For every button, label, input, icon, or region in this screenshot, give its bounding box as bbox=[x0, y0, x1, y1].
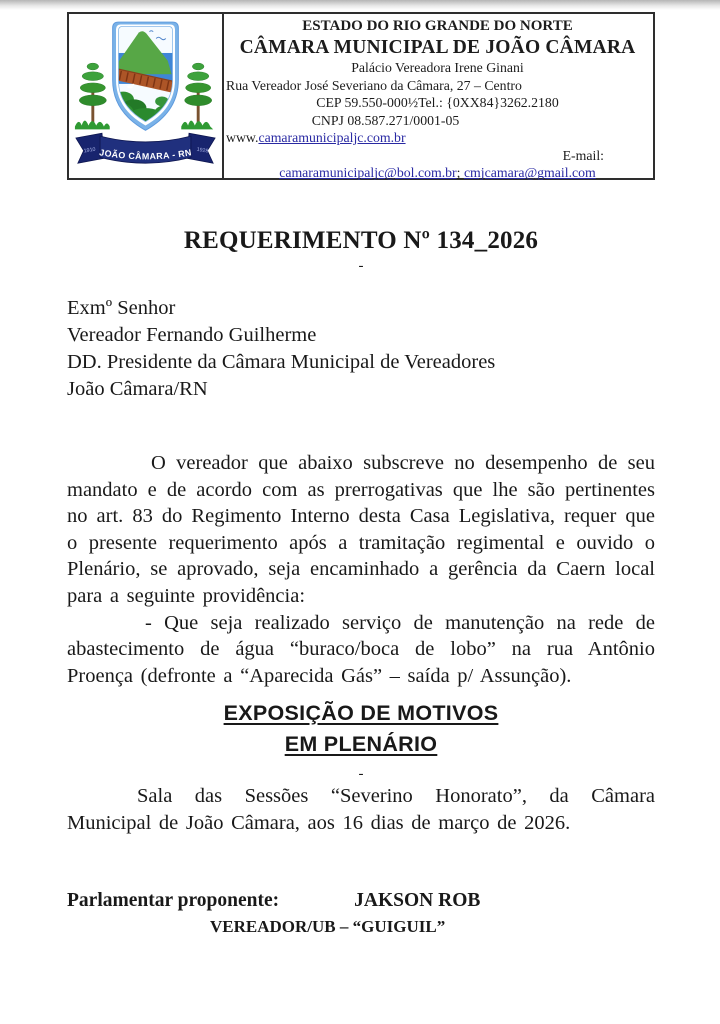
ribbon-icon bbox=[76, 133, 215, 163]
measure-paragraph: - Que seja realizado serviço de manutenção na rede de abastecimento de água “buraco/boca de lobo” na rua Antônio Proença (defronte a “Aparecida Gás” – saída p/ Assunção). bbox=[67, 611, 655, 687]
proponent-name: JAKSON ROB bbox=[354, 889, 481, 911]
addressee-salutation: Exmº Senhor bbox=[67, 297, 176, 319]
right-tree-icon bbox=[181, 63, 213, 129]
addressee-name: Vereador Fernando Guilherme bbox=[67, 324, 317, 346]
motives-heading-line2: EM PLENÁRIO bbox=[284, 732, 438, 757]
motives-heading bbox=[67, 698, 655, 760]
crest-year-right: 1928 bbox=[196, 146, 209, 155]
title-dash: - bbox=[358, 258, 364, 274]
proponent-label: Parlamentar proponente: bbox=[67, 889, 280, 911]
addressee-block bbox=[67, 295, 655, 403]
email-separator: ; bbox=[456, 165, 464, 180]
document-title: REQUERIMENTO Nº 134_2026 bbox=[183, 227, 539, 254]
crest-year-left: 1910 bbox=[83, 146, 96, 155]
shield-icon bbox=[109, 22, 179, 130]
scan-edge bbox=[0, 0, 720, 10]
street-address: Rua Vereador José Severiano da Câmara, 27 – Centro bbox=[226, 77, 522, 93]
website-prefix: www. bbox=[226, 130, 259, 145]
email-link-1[interactable]: camaramunicipaljc@bol.com.br bbox=[279, 165, 457, 180]
document-body bbox=[67, 180, 655, 939]
letterhead-text bbox=[224, 14, 653, 178]
left-tree-icon bbox=[75, 63, 110, 129]
letterhead bbox=[67, 12, 655, 180]
email-link-2[interactable]: cmjcamara@gmail.com bbox=[463, 165, 596, 180]
proponent-role: VEREADOR/UB – “GUIGUIL” bbox=[210, 916, 446, 936]
website-link[interactable]: camaramunicipaljc.com.br bbox=[258, 130, 406, 145]
mid-dash: - bbox=[358, 766, 364, 783]
addressee-title: DD. Presidente da Câmara Municipal de Vereadores bbox=[67, 351, 496, 373]
email-label: E-mail: bbox=[562, 147, 604, 163]
crest-cell bbox=[69, 14, 224, 178]
state-name: ESTADO DO RIO GRANDE DO NORTE bbox=[302, 18, 573, 34]
email-line bbox=[226, 164, 649, 182]
crest-ribbon-text: JOÃO CÂMARA - RN bbox=[98, 147, 193, 162]
signature-row bbox=[67, 887, 655, 914]
municipal-crest-icon bbox=[73, 16, 218, 176]
request-paragraph: O vereador que abaixo subscreve no desempenho de seu mandato e de acordo com as prerrogativas que lhe são pertinentes no art. 83 do Regimento Interno desta Casa Legislativa, requer que o presente requerimento após a tramitação regimental e ouvido o Plenário, se aprovado, seja encaminhado a gerência da Caern local para a seguinte providência: bbox=[67, 452, 655, 607]
website-line bbox=[226, 129, 649, 147]
cnpj: CNPJ 08.587.271/0001-05 bbox=[311, 112, 460, 128]
cep-tel: CEP 59.550-000½Tel.: {0XX84}3262.2180 bbox=[316, 95, 559, 110]
closing-paragraph: Sala das Sessões “Severino Honorato”, da Câmara Municipal de João Câmara, aos 16 dias de março de 2026. bbox=[67, 785, 655, 834]
motives-heading-line1: EXPOSIÇÃO DE MOTIVOS bbox=[223, 701, 499, 726]
addressee-city: João Câmara/RN bbox=[67, 378, 208, 400]
palace-name: Palácio Vereadora Irene Ginani bbox=[351, 60, 524, 75]
chamber-name: CÂMARA MUNICIPAL DE JOÃO CÂMARA bbox=[239, 37, 636, 58]
